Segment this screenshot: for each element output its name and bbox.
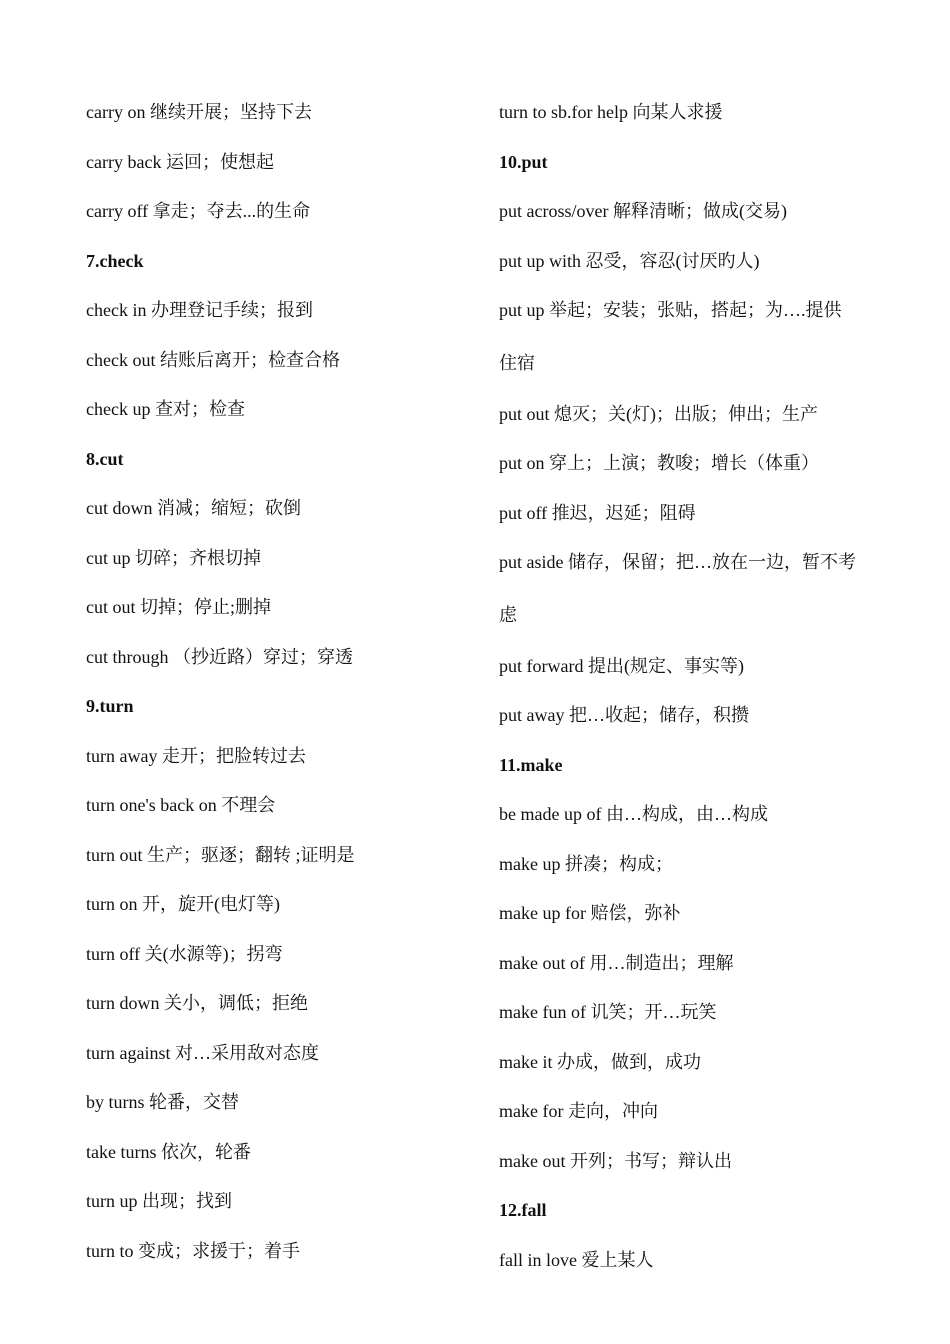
right-entry: make up for 赔偿，弥补 [499,903,681,923]
right-column [499,88,884,1285]
right-entry: put aside 储存，保留；把…放在一边，暂不考 [499,552,856,572]
right-entry: make fun of 讥笑；开…玩笑 [499,1002,717,1022]
left-entry: turn against 对…采用敌对态度 [86,1042,319,1063]
right-entry: put forward 提出(规定、事实等) [499,655,744,676]
right-entry: put across/over 解释清晰；做成(交易) [499,201,787,221]
right-section-heading: 12.fall [499,1200,547,1220]
left-entry: cut out 切掉；停止;删掉 [86,597,271,617]
left-entry: turn down 关小，调低；拒绝 [86,993,308,1013]
left-entry: check up 查对；检查 [86,399,245,419]
left-column [86,88,471,1276]
right-entry: make up 拼凑；构成； [499,853,673,874]
left-entry: turn on 开，旋开(电灯等) [86,894,280,914]
right-entry: turn to sb.for help 向某人求援 [499,102,723,122]
right-entry: put away 把…收起；储存，积攒 [499,705,749,725]
right-entry: fall in love 爱上某人 [499,1249,654,1270]
left-entry: turn away 走开；把脸转过去 [86,745,306,766]
right-entry: make out 开列；书写；辩认出 [499,1150,732,1171]
left-section-heading: 8.cut [86,448,124,469]
right-entry-continuation: 住宿 [499,352,535,373]
right-entry: put out 熄灭；关(灯)；出版；伸出；生产 [499,403,818,424]
right-entry: put up with 忍受，容忍(讨厌旳人) [499,250,760,271]
right-entry: make out of 用…制造出；理解 [499,952,734,973]
left-entry: cut through （抄近路）穿过；穿透 [86,646,353,667]
left-entry: turn one's back on 不理会 [86,795,276,815]
left-entry: check in 办理登记手续；报到 [86,300,313,320]
left-entry: turn off 关(水源等)；拐弯 [86,943,283,964]
right-entry: be made up of 由…构成，由…构成 [499,804,768,824]
left-section-heading: 7.check [86,250,144,271]
left-entry: turn out 生产；驱逐；翻转 ;证明是 [86,844,355,865]
left-entry: carry on 继续开展；坚持下去 [86,102,312,122]
right-entry: put up 举起；安装；张贴，搭起；为….提供 [499,300,842,320]
right-entry: put off 推迟，迟延；阻碍 [499,502,696,523]
right-entry: put on 穿上；上演；教唆；增长（体重） [499,453,819,473]
left-entry: check out 结账后离开；检查合格 [86,349,340,370]
left-section-heading: 9.turn [86,696,134,716]
left-entry: take turns 依次，轮番 [86,1141,251,1162]
right-section-heading: 10.put [499,151,548,172]
left-entry: carry back 运回；使想起 [86,151,274,172]
right-entry-continuation: 虑 [499,604,517,625]
left-entry: carry off 拿走；夺去...的生命 [86,201,311,221]
left-entry: cut down 消减；缩短；砍倒 [86,498,301,518]
right-section-heading: 11.make [499,754,563,775]
left-entry: turn to 变成；求援于；着手 [86,1240,300,1261]
left-entry: by turns 轮番，交替 [86,1092,239,1112]
left-entry: cut up 切碎；齐根切掉 [86,547,261,568]
left-entry: turn up 出现；找到 [86,1191,232,1211]
right-entry: make for 走向，冲向 [499,1101,658,1121]
right-entry: make it 办成，做到，成功 [499,1051,701,1072]
